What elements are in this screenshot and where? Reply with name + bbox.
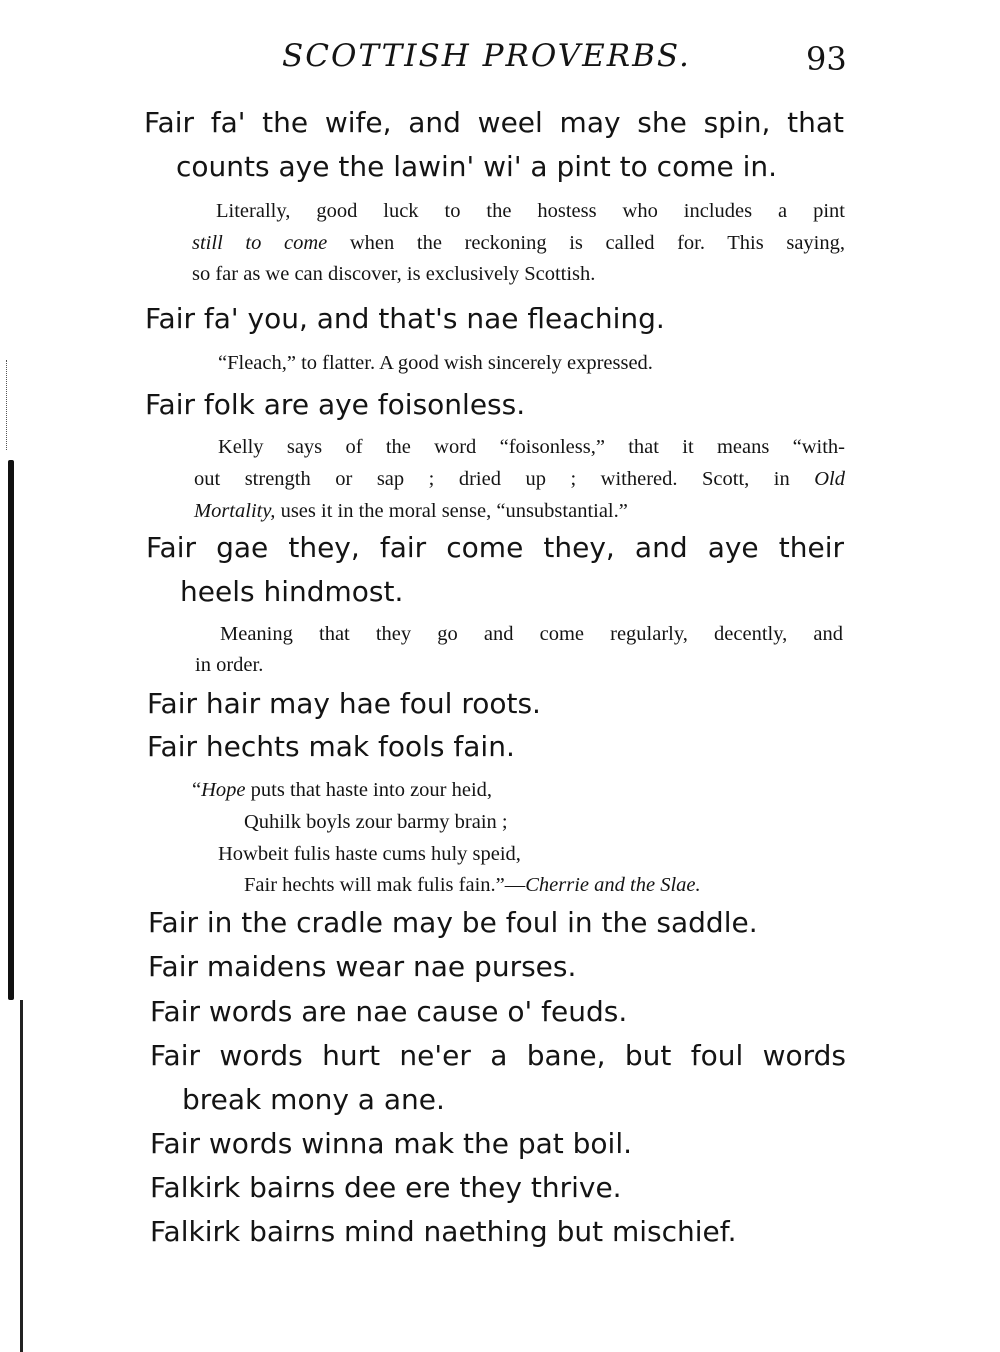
note-line: [192, 232, 845, 255]
binding-dots: [6, 360, 8, 450]
proverb-line: Fair hair may hae foul roots.: [147, 687, 541, 720]
proverb-line: Fair words are nae cause o' feuds.: [150, 995, 628, 1028]
proverb-line: Fair in the cradle may be foul in the saddle.: [148, 906, 758, 939]
note-text: out strength or sap ; dried up ; withered. Scott, in: [194, 468, 815, 490]
binding-shadow: [8, 460, 14, 1000]
verse-text: “: [192, 779, 202, 801]
verse-italic: Hope: [201, 779, 246, 801]
proverb-line: Fair words winna mak the pat boil.: [150, 1127, 633, 1160]
proverb-line: Fair maidens wear nae purses.: [148, 950, 577, 983]
page-header: [0, 36, 1000, 86]
note-line: Literally, good luck to the hostess who includes a pint: [216, 200, 845, 222]
note-line: “Fleach,” to flatter. A good wish sincerely expressed.: [218, 352, 653, 374]
verse-text: Fair hechts will mak fulis fain.”—: [244, 874, 526, 896]
proverb-line: heels hindmost.: [180, 575, 404, 608]
note-line: in order.: [195, 654, 264, 676]
proverb-line: Fair words hurt ne'er a bane, but foul words: [150, 1039, 846, 1072]
note-line: Kelly says of the word “foisonless,” that it means “with-: [218, 436, 845, 458]
note-line: [194, 468, 845, 491]
note-text: when the reckoning is called for. This saying,: [327, 232, 845, 254]
verse-line: Howbeit fulis haste cums huly speid,: [218, 843, 521, 865]
binding-edge: [20, 1000, 23, 1352]
verse-line: [192, 779, 492, 802]
verse-text: puts that haste into zour heid,: [245, 779, 493, 801]
proverb-line: Fair fa' you, and that's nae fleaching.: [145, 302, 665, 335]
note-line: so far as we can discover, is exclusively Scottish.: [192, 263, 596, 285]
note-text: uses it in the moral sense, “unsubstantial.”: [275, 500, 628, 522]
note-line: Meaning that they go and come regularly, decently, and: [220, 623, 843, 645]
note-line: [194, 500, 628, 523]
verse-source: Cherrie and the Slae.: [525, 874, 701, 896]
proverb-line: Falkirk bairns dee ere they thrive.: [150, 1171, 622, 1204]
proverb-line: Fair hechts mak fools fain.: [147, 730, 515, 763]
note-italic: still to come: [192, 232, 328, 254]
note-italic: Old: [814, 468, 845, 490]
proverb-line: Fair gae they, fair come they, and aye their: [146, 531, 844, 564]
page-number: 93: [806, 40, 847, 78]
note-italic: Mortality,: [194, 500, 276, 522]
proverb-line: break mony a ane.: [182, 1083, 445, 1116]
proverb-line: Fair fa' the wife, and weel may she spin, that: [144, 106, 844, 139]
proverb-line: Falkirk bairns mind naething but mischief.: [150, 1215, 737, 1248]
proverb-line: Fair folk are aye foisonless.: [145, 388, 526, 421]
verse-line: Quhilk boyls zour barmy brain ;: [244, 811, 508, 833]
proverb-line: counts aye the lawin' wi' a pint to come in.: [176, 150, 778, 183]
verse-line: [244, 874, 701, 897]
running-title: SCOTTISH PROVERBS.: [282, 38, 691, 74]
